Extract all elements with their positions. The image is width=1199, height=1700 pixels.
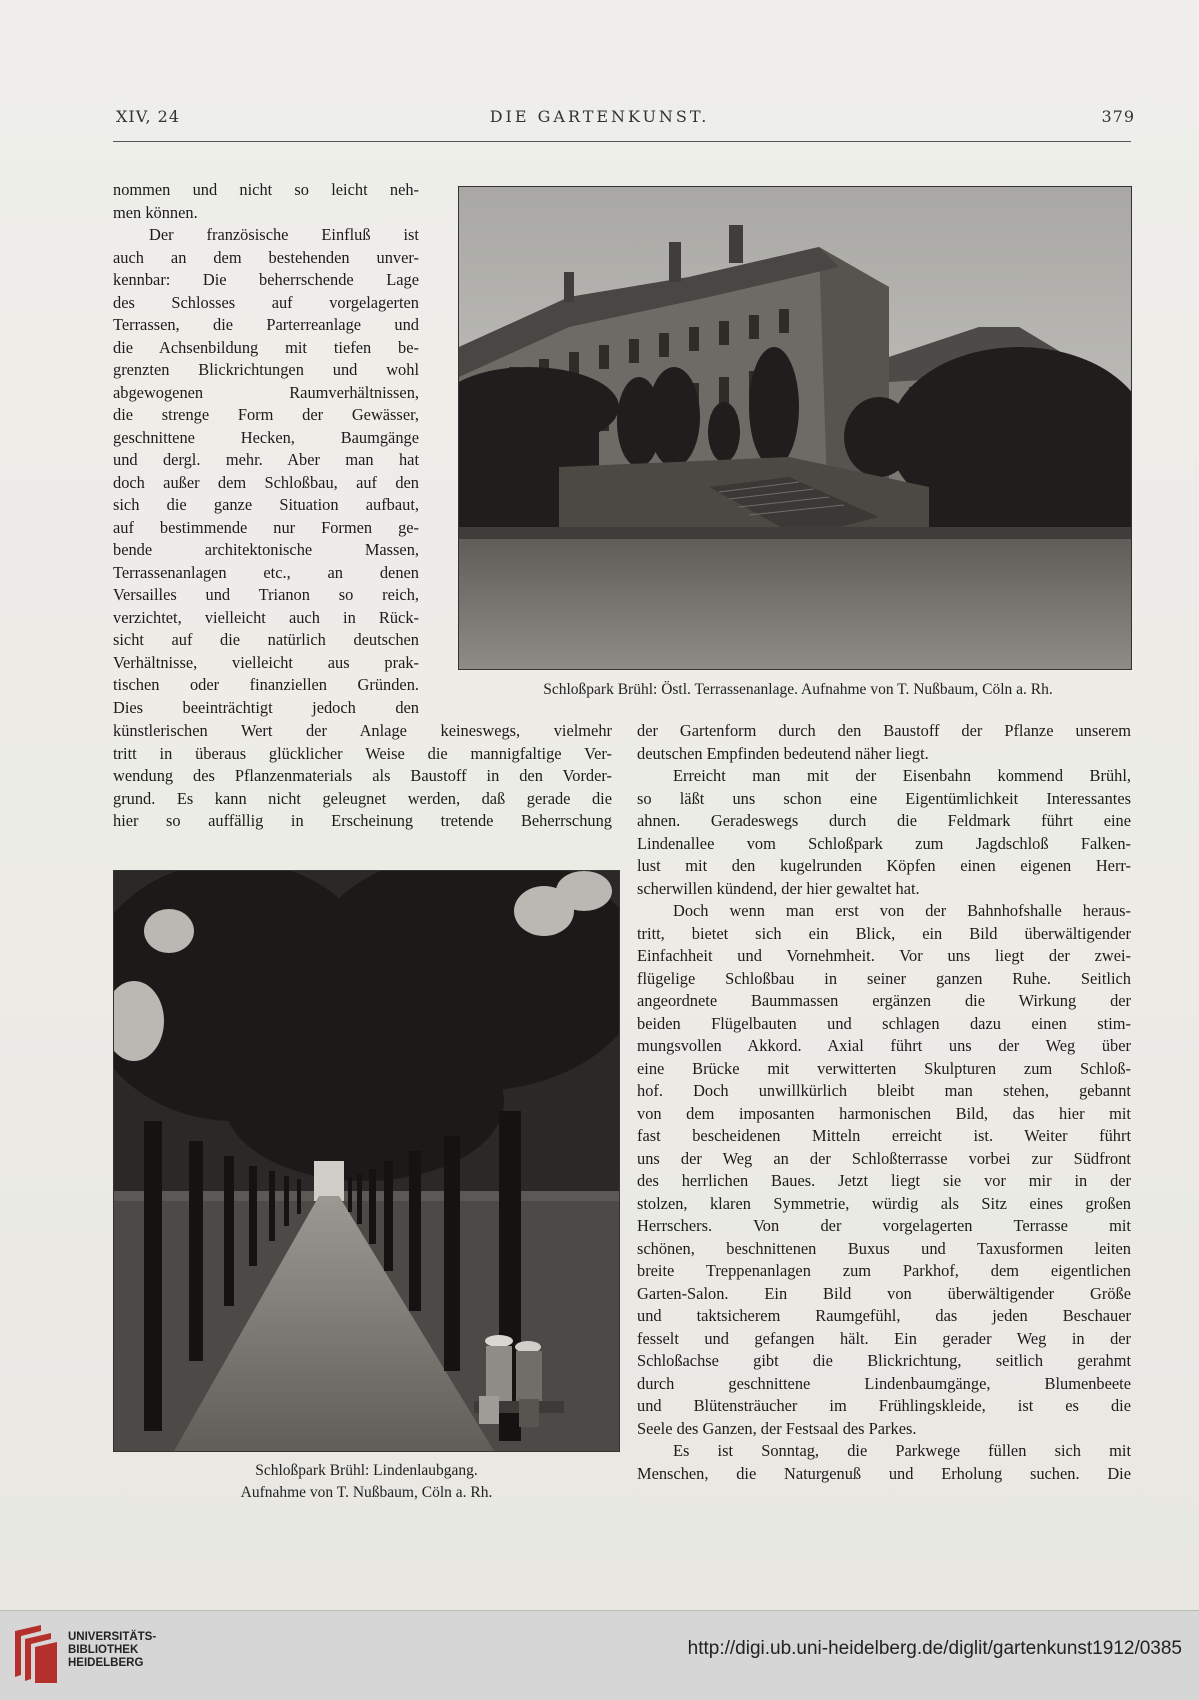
text-line: künstlerischen Wert der Anlage keineswegs, vielmehr [113,721,612,740]
text-line: flügelige Schloßbau in seiner ganzen Ruhe. Seitlich [637,968,1131,988]
palace-photo-caption: Schloßpark Brühl: Östl. Terrassenanlage. Aufnahme von T. Nußbaum, Cöln a. Rh. [543,681,1053,698]
text-line: Schloßachse gibt die Blickrichtung, seitlich gerahmt [637,1351,1131,1370]
text-line: Einfachheit und Vornehmheit. Vor uns liegt der zwei- [637,946,1131,965]
text-line: men können. [113,202,198,222]
linden-alley-photo [113,870,620,1452]
text-line: lust mit den kugelrunden Köpfen einen eigenen Herr- [637,856,1131,875]
text-line: Es ist Sonntag, die Parkwege füllen sich mit [673,1441,1131,1460]
palace-terrace-image [459,187,1131,669]
text-line: Dies beeinträchtigt jedoch den [113,697,419,717]
text-line: und taktsicherem Raumgefühl, das jeden Beschauer [637,1306,1131,1325]
text-line: Der französische Einfluß ist [149,225,419,244]
text-line: Doch wenn man erst von der Bahnhofshalle heraus- [673,901,1131,920]
text-line: tritt, bietet sich ein Blick, ein Bild überwältigender [637,923,1131,943]
text-line: von dem imposanten harmonischen Bild, das hier mit [637,1103,1131,1123]
header-rule [113,141,1131,142]
text-line: nommen und nicht so leicht neh- [113,180,419,199]
text-line: Menschen, die Naturgenuß und Erholung suchen. Die [637,1463,1131,1483]
text-line: hof. Doch unwillkürlich bleibt man stehen, gebannt [637,1081,1131,1100]
text-line: verzichtet, vielleicht auch in Rück- [113,607,419,627]
text-line: durch geschnittene Lindenbaumgänge, Blumenbeete [637,1373,1131,1393]
text-line: scherwillen kündend, der hier gewaltet hat. [637,878,920,898]
text-line: Verhältnisse, vielleicht aus prak- [113,652,419,672]
text-line: des herrlichen Baues. Jetzt liegt sie vor mir in der [637,1171,1131,1190]
text-line: beiden Flügelbauten und schlagen dazu einen stim- [637,1013,1131,1033]
text-line: sich die ganze Situation aufbaut, [113,495,419,514]
text-line: Garten-Salon. Ein Bild von überwältigender Größe [637,1283,1131,1303]
text-line: geschnittene Hecken, Baumgänge [113,427,419,447]
text-line: die strenge Form der Gewässer, [113,405,419,424]
text-line: breite Treppenanlagen zum Parkhof, dem eigentlichen [637,1261,1131,1280]
library-name-line1: UNIVERSITÄTS- [68,1631,157,1643]
text-line: mungsvollen Akkord. Axial führt uns der Weg über [637,1036,1131,1055]
text-line: auf bestimmende nur Formen ge- [113,517,419,537]
text-line: und Blütensträucher im Frühlingskleide, ist es die [637,1396,1131,1415]
text-line: doch außer dem Schloßbau, auf den [113,472,419,492]
journal-title: DIE GARTENKUNST. [489,107,710,126]
library-footer [0,1610,1199,1700]
text-line: hier so auffällig in Erscheinung tretende Beherrschung [113,811,612,830]
text-line: stolzen, klaren Symmetrie, würdig als Sitz eines großen [637,1193,1131,1213]
text-line: sicht auf die natürlich deutschen [113,630,419,649]
text-line: Terrassen, die Parterreanlage und [113,315,419,334]
university-library-logo [13,1623,59,1685]
digital-library-url[interactable]: http://digi.ub.uni-heidelberg.de/diglit/gartenkunst1912/0385 [687,1638,1182,1659]
library-name-line2: BIBLIOTHEK [68,1644,139,1656]
text-line: uns der Weg an der Schloßterrasse vorbei zur Südfront [637,1148,1131,1168]
library-name-line3: HEIDELBERG [68,1657,144,1669]
text-line: bende architektonische Massen, [113,540,419,559]
text-line: Erreicht man mit der Eisenbahn kommend Brühl, [673,766,1131,785]
text-line: fast bescheidenen Mitteln erreicht ist. Weiter führt [637,1126,1131,1145]
text-line: tritt in überaus glücklicher Weise die mannigfaltige Ver- [113,743,612,763]
text-line: grund. Es kann nicht geleugnet werden, daß gerade die [113,788,612,808]
text-line: deutschen Empfinden bedeutend näher liegt. [637,743,929,763]
text-line: fesselt und gefangen hält. Ein gerader Weg in der [637,1328,1131,1348]
text-line: grenzten Blickrichtungen und wohl [113,360,419,379]
text-line: so läßt uns schon eine Eigentümlichkeit Interessantes [637,788,1131,808]
text-line: der Gartenform durch den Baustoff der Pflanze unserem [637,721,1131,740]
text-line: des Schlosses auf vorgelagerten [113,292,419,312]
text-line: angeordnete Baummassen ergänzen die Wirkung der [637,991,1131,1010]
text-line: wendung des Pflanzenmaterials als Baustoff in den Vorder- [113,766,612,785]
library-name [68,1631,156,1670]
text-line: schönen, beschnittenen Buxus und Taxusformen leiten [637,1238,1131,1258]
text-line: eine Brücke mit verwitterten Skulpturen zum Schloß- [637,1058,1131,1078]
text-line: Terrassenanlagen etc., an denen [113,562,419,582]
volume-number: XIV, 24 [116,107,180,126]
text-line: Seele des Ganzen, der Festsaal des Parkes. [637,1418,917,1438]
page-number: 379 [1101,107,1135,126]
text-line: abgewogenen Raumverhältnissen, [113,382,419,402]
left-column-wide-text [113,720,612,833]
text-line: ahnen. Geradeswegs durch die Feldmark führt eine [637,811,1131,830]
text-line: und dergl. mehr. Aber man hat [113,450,419,469]
text-line: Herrschers. Von der vorgelagerten Terrasse mit [637,1216,1131,1235]
left-column-top-text [113,179,419,719]
text-line: die Achsenbildung mit tiefen be- [113,337,419,357]
linden-photo-caption-line2: Aufnahme von T. Nußbaum, Cöln a. Rh. [240,1484,493,1501]
linden-photo-caption-line1: Schloßpark Brühl: Lindenlaubgang. [255,1462,478,1479]
palace-terrace-photo [458,186,1132,670]
text-line: tischen oder finanziellen Gründen. [113,675,419,694]
right-column-text [637,720,1131,1485]
text-line: auch an dem bestehenden unver- [113,247,419,267]
text-line: Lindenallee vom Schloßpark zum Jagdschloß Falken- [637,833,1131,853]
text-line: kennbar: Die beherrschende Lage [113,270,419,289]
text-line: Versailles und Trianon so reich, [113,585,419,604]
linden-alley-image [114,871,619,1451]
